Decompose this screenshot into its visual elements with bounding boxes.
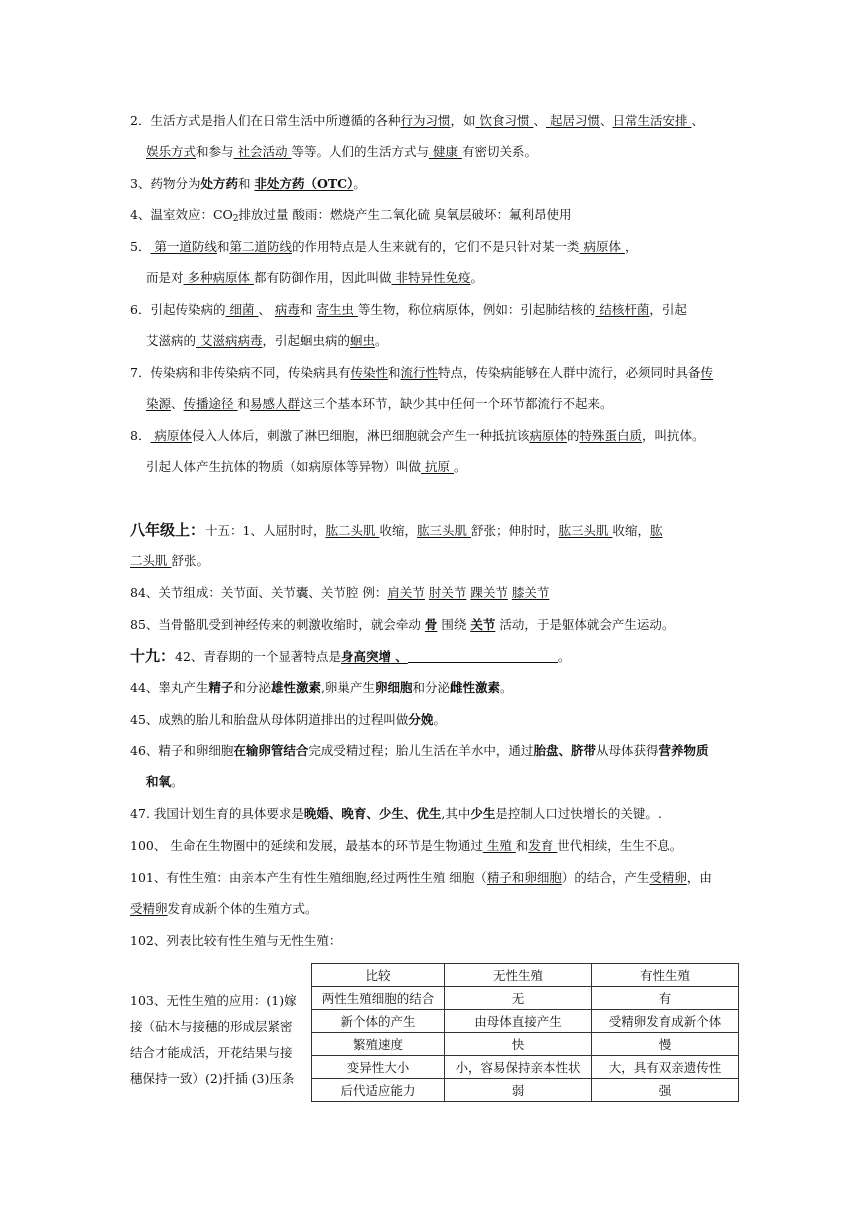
table-cell: 变异性大小 [312, 1056, 445, 1079]
table-header-cell: 无性生殖 [445, 964, 592, 987]
table-cell: 强 [592, 1079, 739, 1102]
table-cell: 慢 [592, 1033, 739, 1056]
table-cell: 由母体直接产生 [445, 1010, 592, 1033]
grade8-section-line-1: 八年级上：十五：1、人屈肘时，肱二头肌 收缩，肱三头肌 舒张；伸肘时，肱三头肌 收缩，肱 [130, 521, 663, 539]
table-cell: 无 [445, 987, 592, 1010]
table-row [312, 1010, 739, 1033]
item-3: 3、药物分为处方药和 非处方药（OTC）。 [130, 176, 366, 191]
item-2-line-1: 2．生活方式是指人们在日常生活中所遵循的各种行为习惯，如 饮食习惯 、 起居习惯、日常生活安排 、 [130, 113, 704, 128]
grade8-section-line-2: 二头肌 舒张。 [130, 553, 209, 568]
item-6-line-2: 艾滋病的 艾滋病病毒，引起蛔虫病的蛔虫。 [146, 333, 388, 348]
table-header-cell: 比较 [312, 964, 445, 987]
item-46-line-1: 46、精子和卵细胞在输卵管结合完成受精过程；胎儿生活在羊水中，通过胎盘、脐带从母体获得营养物质 [130, 743, 709, 758]
item-101-line-2: 受精卵发育成新个体的生殖方式。 [130, 901, 318, 916]
item-8-line-2: 引起人体产生抗体的物质（如病原体等异物）叫做 抗原 。 [146, 459, 467, 474]
item-4: 4、温室效应：$CO_2$排放过量 酸雨：燃烧产生二氧化硫 臭氧层破坏：氟利昂使用 [130, 207, 572, 224]
item-5-line-1: 5． 第一道防线和第二道防线的作用特点是人生来就有的，它们不是只针对某一类 病原体 ， [130, 239, 638, 254]
item-8-line-1: 8． 病原体侵入人体后，刺激了淋巴细胞，淋巴细胞就会产生一种抵抗该病原体的特殊蛋白质，叫抗体。 [130, 428, 705, 443]
section-heading-19: 十九 [130, 647, 161, 665]
item-45: 45、成熟的胎儿和胎盘从母体阴道排出的过程叫做分娩。 [130, 712, 446, 727]
table-row [312, 1033, 739, 1056]
table-row [312, 1056, 739, 1079]
section-heading: 八年级上 [130, 521, 191, 539]
item-46-line-2: 和氧。 [146, 774, 184, 789]
table-cell: 受精卵发育成新个体 [592, 1010, 739, 1033]
item-85: 85、当骨骼肌受到神经传来的刺激收缩时，就会牵动 骨 围绕 关节 活动，于是躯体就会产生运动。 [130, 617, 675, 632]
item-7-line-1: 7．传染病和非传染病不同，传染病具有传染性和流行性特点，传染病能够在人群中流行，必须同时具备传 [130, 365, 714, 380]
table-cell: 大，具有双亲遗传性 [592, 1056, 739, 1079]
item-101-line-1: 101、有性生殖：由亲本产生有性生殖细胞,经过两性生殖 细胞（精子和卵细胞）的结合，产生受精卵，由 [130, 870, 712, 885]
table-header-cell: 有性生殖 [592, 964, 739, 987]
table-cell: 繁殖速度 [312, 1033, 445, 1056]
table-cell: 后代适应能力 [312, 1079, 445, 1102]
item-100: 100、 生命在生物圈中的延续和发展，最基本的环节是生物通过 生殖 和发育 世代相续，生生不息。 [130, 838, 683, 853]
table-row [312, 1079, 739, 1102]
table-cell: 两性生殖细胞的结合 [312, 987, 445, 1010]
item-6-line-1: 6．引起传染病的 细菌 、 病毒和 寄生虫 等生物，称位病原体，例如：引起肺结核的 结核杆菌，引起 [130, 302, 687, 317]
table-row [312, 987, 739, 1010]
comparison-table [311, 963, 739, 1102]
item-7-line-2: 染源、传播途径 和易感人群这三个基本环节，缺少其中任何一个环节都流行不起来。 [146, 396, 613, 411]
table-cell: 有 [592, 987, 739, 1010]
table-header-row [312, 964, 739, 987]
table-cell: 快 [445, 1033, 592, 1056]
item-44: 44、睾丸产生精子和分泌雄性激素,卵巢产生卵细胞和分泌雌性激素。 [130, 680, 513, 695]
item-103: 103、无性生殖的应用：(1)嫁接（砧木与接穗的形成层紧密结合才能成活，开花结果与接穗保持一致）(2)扦插 (3)压条 [130, 993, 297, 1086]
table-cell: 弱 [445, 1079, 592, 1102]
item-42: 十九：42、青春期的一个显著特点是身高突增 、 。 [130, 647, 571, 665]
item-5-line-2: 而是对 多种病原体 都有防御作用，因此叫做 非特异性免疫。 [146, 270, 483, 285]
answer-blank [408, 650, 558, 663]
table-cell: 新个体的产生 [312, 1010, 445, 1033]
item-102: 102、列表比较有性生殖与无性生殖： [130, 933, 342, 948]
item-2-line-2: 娱乐方式和参与 社会活动 等等。人们的生活方式与 健康 有密切关系。 [146, 144, 537, 159]
table-cell: 小，容易保持亲本性状 [445, 1056, 592, 1079]
item-84: 84、关节组成：关节面、关节囊、关节腔 例：肩关节 肘关节 踝关节 膝关节 [130, 585, 550, 600]
item-47: 47. 我国计划生育的具体要求是晚婚、晚育、少生、优生,其中少生是控制人口过快增长的关键。. [130, 806, 662, 821]
